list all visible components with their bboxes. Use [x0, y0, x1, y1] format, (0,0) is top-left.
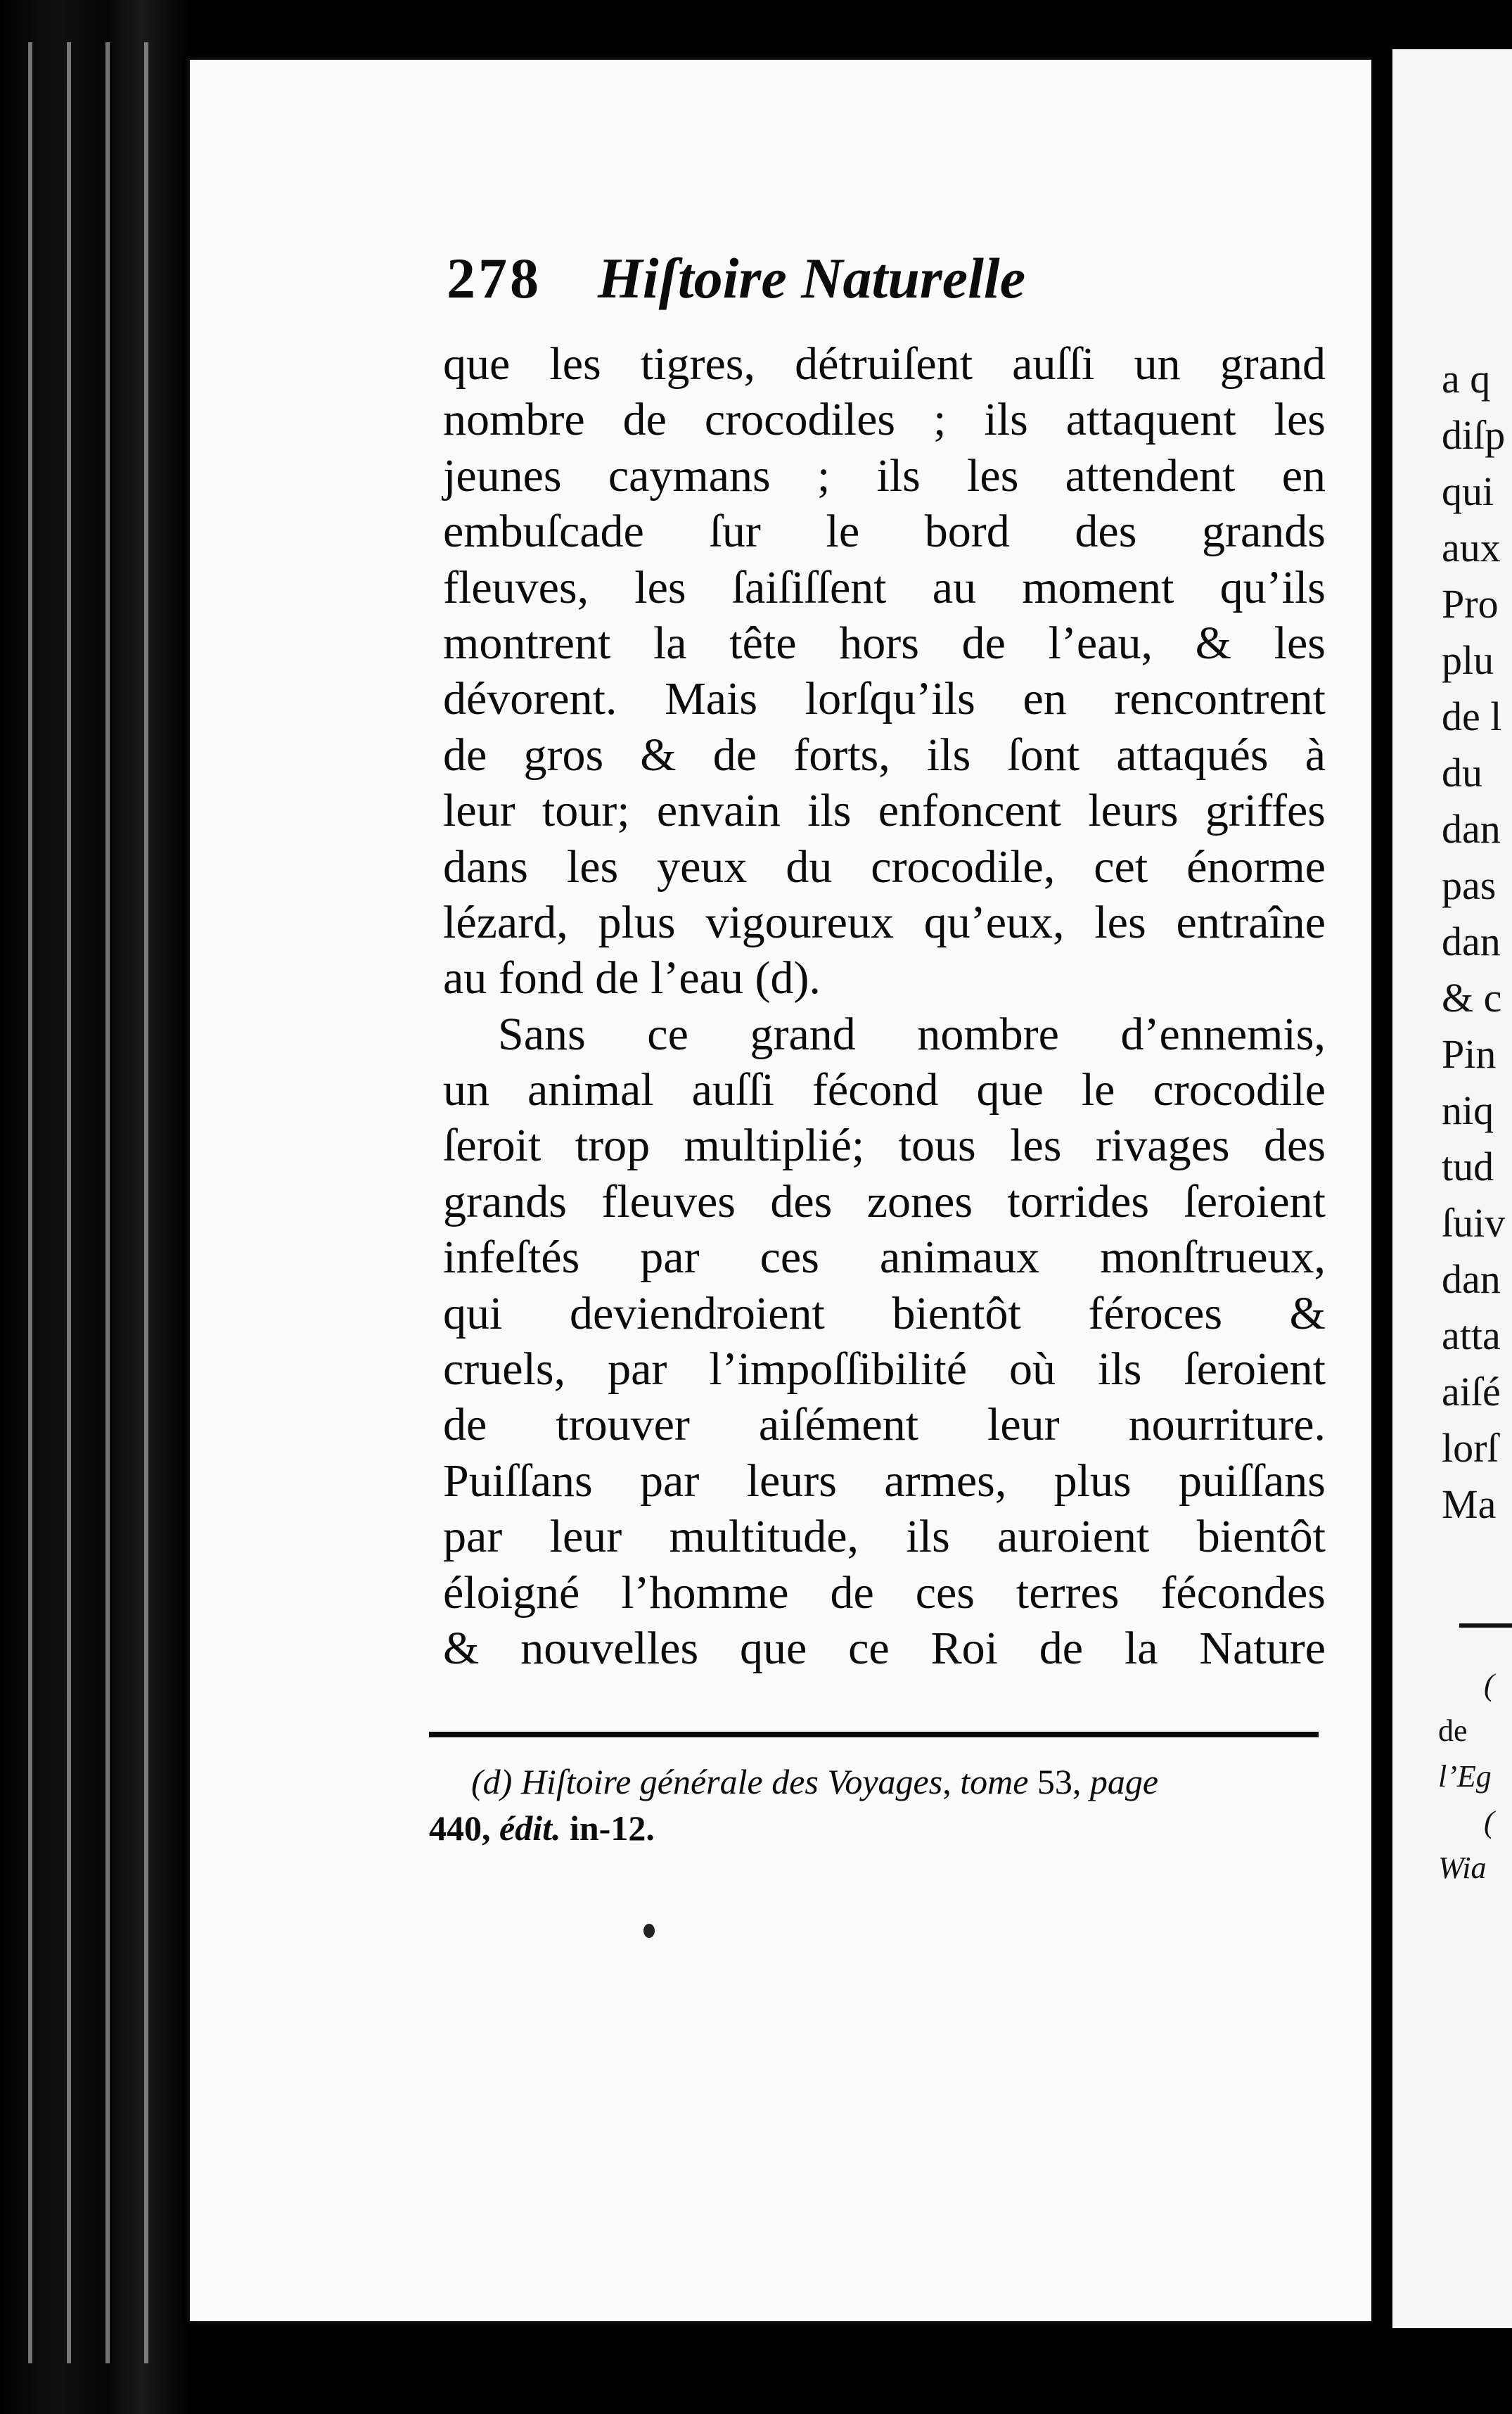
footnote-page: 440 [429, 1808, 482, 1848]
footnote-marker: (d) [471, 1762, 513, 1801]
footnote-edition-label: édit. [499, 1808, 561, 1848]
text-line: de gros & de forts, ils ſont attaqués à [443, 729, 1326, 781]
next-page-line: niq [1442, 1087, 1494, 1133]
next-page-line: atta [1442, 1313, 1501, 1358]
next-page-line: dan [1442, 806, 1501, 852]
next-page-footnote: l’Eg [1438, 1759, 1492, 1794]
next-page-line: a q [1442, 356, 1491, 402]
text-line: au fond de l’eau (d). [443, 952, 821, 1004]
next-page-line: du [1442, 750, 1482, 796]
next-page-line: plu [1442, 637, 1494, 683]
text-line: Sans ce grand nombre d’ennemis, [498, 1008, 1326, 1060]
footnote-page-label: page [1089, 1762, 1159, 1801]
next-page-footnote: ( [1484, 1805, 1494, 1839]
text-line: dévorent. Mais lorſqu’ils en rencontrent [443, 673, 1326, 725]
text-line: qui deviendroient bientôt féroces & [443, 1287, 1326, 1339]
footnote-tome-label: tome [960, 1762, 1029, 1801]
footnote-rule [429, 1732, 1319, 1737]
text-line: lézard, plus vigoureux qu’eux, les entraîne [443, 896, 1326, 948]
next-page-line: aux [1442, 525, 1501, 570]
text-line: éloigné l’homme de ces terres fécondes [443, 1566, 1326, 1618]
text-line: jeunes caymans ; ils les attendent en [443, 449, 1326, 502]
next-page-line: dan [1442, 919, 1501, 964]
text-line: montrent la tête hors de l’eau, & les [443, 617, 1326, 669]
page-edge [105, 42, 110, 2363]
next-page-line: de l [1442, 694, 1502, 739]
next-page-line: ſuiv [1442, 1200, 1506, 1246]
next-page-line: Pin [1442, 1031, 1497, 1077]
next-page-line: Pro [1442, 581, 1499, 627]
page-edge [28, 42, 32, 2363]
next-page-footnote: Wia [1438, 1851, 1487, 1885]
next-page-line: diſp [1442, 412, 1506, 458]
running-head [447, 246, 1026, 310]
text-line: un animal auſſi fécond que le crocodile [443, 1064, 1326, 1116]
footnote: (d) Hiſtoire générale des Voyages, tome 53, page 440, édit. in-12. [429, 1762, 1159, 1848]
footnote-format: in-12. [569, 1808, 655, 1848]
footnote-tome: 53 [1037, 1762, 1072, 1801]
next-page-line: pas [1442, 862, 1497, 908]
text-line: cruels, par l’impoſſibilité où ils ſeroient [443, 1343, 1326, 1396]
text-line: par leur multitude, ils auroient bientôt [443, 1511, 1326, 1563]
next-page-line: lorſ [1442, 1425, 1499, 1471]
next-page-line: dan [1442, 1256, 1501, 1302]
next-page-line: tud [1442, 1144, 1494, 1189]
next-page-fragment [1392, 49, 1512, 2328]
text-line: Puiſſans par leurs armes, plus puiſſans [443, 1455, 1326, 1507]
text-line: dans les yeux du crocodile, cet énorme [443, 841, 1326, 893]
text-line: & nouvelles que ce Roi de la Nature [443, 1622, 1326, 1674]
text-line: leur tour; envain ils enfoncent leurs griffes [443, 785, 1326, 837]
next-page-line: aiſé [1442, 1369, 1501, 1414]
page-edge [67, 42, 71, 2363]
book-gutter [1371, 42, 1392, 2328]
text-line: fleuves, les ſaiſiſſent au moment qu’ils [443, 561, 1326, 613]
text-line: de trouver aiſément leur nourriture. [443, 1399, 1326, 1451]
text-line: que les tigres, détruiſent auſſi un grand [443, 338, 1326, 390]
next-page-footnote: de [1438, 1713, 1468, 1748]
text-line: ſeroit trop multiplié; tous les rivages des [443, 1120, 1326, 1172]
text-line: grands fleuves des zones torrides ſeroient [443, 1175, 1326, 1227]
running-title: Hiſtoire Naturelle [598, 246, 1026, 310]
page-number: 278 [447, 246, 542, 310]
text-line: infeſtés par ces animaux monſtrueux, [443, 1232, 1326, 1284]
next-page-line: Ma [1442, 1481, 1497, 1527]
text-line: nombre de crocodiles ; ils attaquent les [443, 394, 1326, 446]
next-page-footnote-rule [1459, 1623, 1512, 1628]
text-line: embuſcade ſur le bord des grands [443, 506, 1326, 558]
page-edge [144, 42, 148, 2363]
next-page-line: qui [1442, 468, 1494, 514]
ink-smudge [643, 1924, 655, 1938]
next-page-line: & c [1442, 975, 1502, 1021]
body-text [443, 336, 1326, 1676]
footnote-source: Hiſtoire générale des Voyages [520, 1762, 943, 1801]
next-page-footnote: ( [1484, 1668, 1494, 1702]
